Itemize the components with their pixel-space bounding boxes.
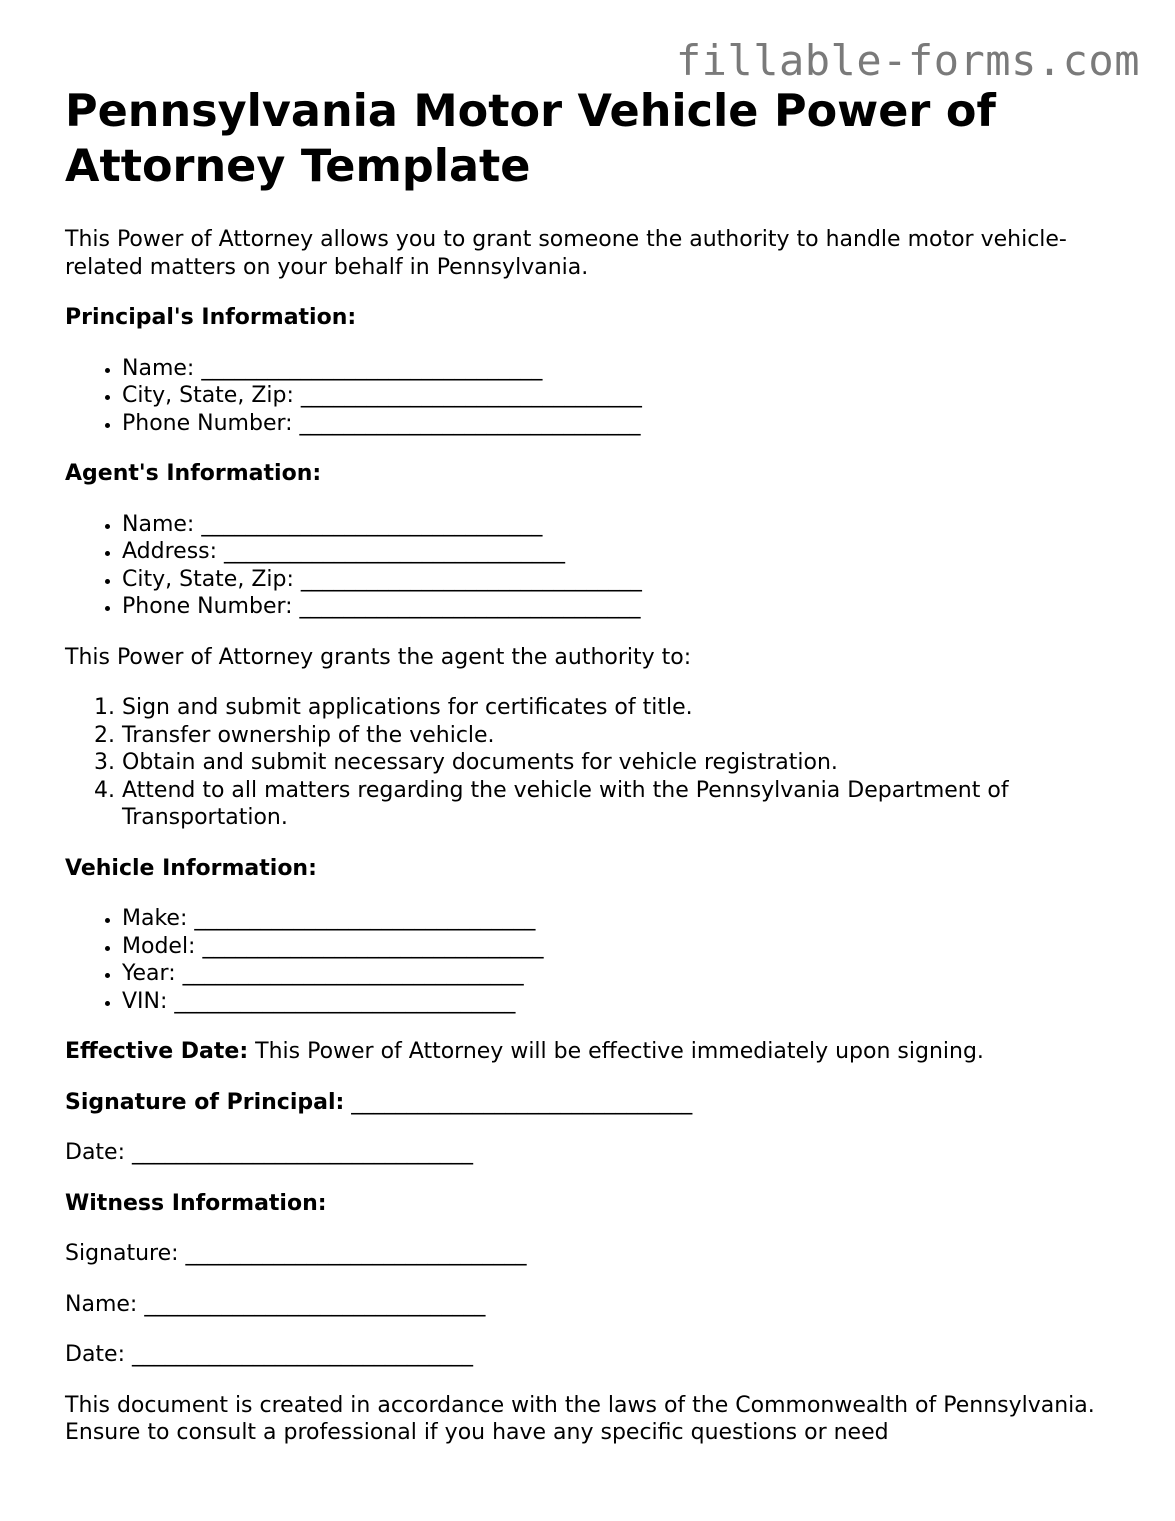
witness-heading: Witness Information: (65, 1190, 327, 1216)
witness-signature-label: Signature: (65, 1241, 179, 1266)
agent-city-field: • City, State, Zip: _______________________________ (122, 566, 1125, 594)
agent-name-field: • Name: _______________________________ (122, 511, 1125, 539)
vehicle-heading: Vehicle Information: (65, 855, 317, 881)
principal-phone-field: • Phone Number: _______________________________ (122, 410, 1125, 438)
vehicle-vin-field: • VIN: _______________________________ (122, 988, 1125, 1016)
authority-item: 3. Obtain and submit necessary documents for vehicle registration. (122, 749, 1125, 777)
blank-line[interactable]: _______________________________ (132, 1140, 473, 1165)
vehicle-model-field: • Model: _______________________________ (122, 933, 1125, 961)
blank-line[interactable]: _______________________________ (132, 1342, 473, 1367)
principal-fields (65, 355, 1125, 438)
vehicle-make-field: • Make: _______________________________ (122, 905, 1125, 933)
blank-line[interactable]: _______________________________ (300, 566, 642, 592)
principal-signature-label: Signature of Principal: (65, 1089, 345, 1115)
document-body (65, 84, 1125, 1470)
footer-paragraph: This document is created in accordance with the laws of the Commonwealth of Pennsylvania. Ensure to consult a professional if you have any specific questions or need (65, 1392, 1095, 1445)
witness-date-line (65, 1341, 1125, 1369)
authority-item: 1. Sign and submit applications for certificates of title. (122, 694, 1125, 722)
blank-line[interactable]: _______________________________ (201, 355, 543, 381)
witness-name-line (65, 1291, 1125, 1319)
blank-line[interactable]: _______________________________ (174, 988, 516, 1014)
intro-paragraph: This Power of Attorney allows you to grant someone the authority to handle motor vehicle-related matters on your behalf in Pennsylvania. (65, 227, 1067, 280)
blank-line[interactable]: _______________________________ (144, 1291, 486, 1317)
agent-phone-field: • Phone Number: _______________________________ (122, 593, 1125, 621)
authority-item: 4. Attend to all matters regarding the vehicle with the Pennsylvania Department of Transportation. (122, 777, 1125, 832)
agent-heading: Agent's Information: (65, 461, 322, 486)
effective-date-text: This Power of Attorney will be effective immediately upon signing. (255, 1039, 984, 1064)
blank-line[interactable]: _______________________________ (224, 539, 566, 564)
agent-address-field: • Address: _______________________________ (122, 538, 1125, 566)
effective-date (65, 1038, 1125, 1066)
vehicle-year-field: • Year: _______________________________ (122, 960, 1125, 988)
blank-line[interactable]: _______________________________ (201, 511, 543, 537)
watermark: fillable-forms.com (675, 36, 1140, 85)
blank-line[interactable]: _______________________________ (194, 906, 536, 931)
witness-signature-line (65, 1240, 1125, 1268)
principal-date-label: Date: (65, 1140, 125, 1165)
blank-line[interactable]: _______________________________ (299, 594, 641, 619)
page-title: Pennsylvania Motor Vehicle Power of Attorney Template (65, 86, 996, 192)
blank-line[interactable]: _______________________________ (182, 961, 524, 986)
blank-line[interactable]: _______________________________ (299, 410, 641, 436)
principal-signature-line (65, 1089, 1125, 1117)
blank-line[interactable]: _______________________________ (202, 933, 544, 959)
principal-name-field: • Name: _______________________________ (122, 355, 1125, 383)
witness-date-label: Date: (65, 1342, 125, 1367)
principal-city-field: • City, State, Zip: _______________________________ (122, 382, 1125, 410)
blank-line[interactable]: _______________________________ (300, 383, 642, 408)
blank-line[interactable]: _______________________________ (351, 1089, 693, 1115)
witness-name-label: Name: (65, 1291, 138, 1317)
vehicle-fields (65, 905, 1125, 1015)
principal-date-line (65, 1139, 1125, 1167)
authority-list (65, 694, 1125, 832)
authority-intro: This Power of Attorney grants the agent the authority to: (65, 644, 692, 670)
principal-heading: Principal's Information: (65, 305, 357, 330)
authority-item: 2. Transfer ownership of the vehicle. (122, 722, 1125, 750)
agent-fields (65, 511, 1125, 621)
blank-line[interactable]: _______________________________ (185, 1241, 527, 1266)
effective-date-label: Effective Date: (65, 1039, 249, 1064)
